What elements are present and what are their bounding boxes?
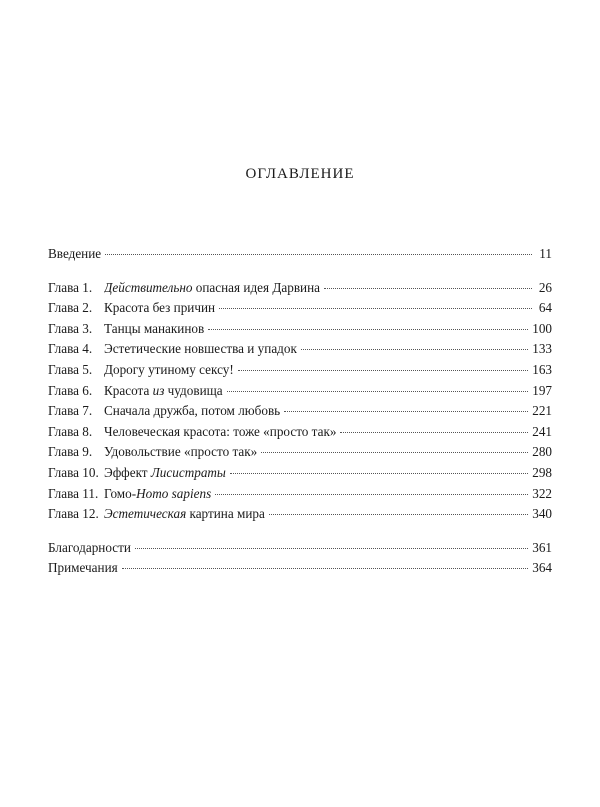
toc-chapter-label: Глава 3.	[48, 320, 93, 336]
toc-entry-title	[104, 401, 280, 422]
toc-title-part: чудовища	[164, 382, 223, 398]
toc-title-italic-part: Homo sapiens	[136, 485, 212, 501]
toc-entry[interactable]	[48, 278, 552, 299]
dot-leader	[135, 548, 528, 549]
toc-entry-title	[104, 422, 336, 443]
toc-page-number: 241	[532, 423, 552, 439]
toc-title-part: Примечания	[48, 560, 118, 576]
toc-entry-title	[48, 558, 118, 579]
toc-chapter-label: Глава 8.	[48, 423, 93, 439]
toc-entry-title	[48, 538, 131, 559]
toc-entry[interactable]	[48, 298, 552, 319]
toc-page-number: 322	[532, 485, 552, 501]
toc-title-italic-part: Лисистраты	[150, 464, 226, 480]
toc-entry-title	[104, 381, 223, 402]
toc-page-number: 163	[532, 361, 552, 377]
toc-entry-title	[104, 319, 204, 340]
toc-entry[interactable]	[48, 401, 552, 422]
toc-page-number: 361	[532, 539, 552, 555]
toc-entry[interactable]	[48, 339, 552, 360]
toc-entry[interactable]	[48, 463, 552, 484]
dot-leader	[219, 308, 532, 309]
toc-title-part: Дорогу утиному сексу!	[104, 361, 234, 377]
toc-entry-title	[104, 339, 297, 360]
toc-title-part: Эстетические новшества и упадок	[104, 341, 297, 357]
dot-leader	[215, 494, 528, 495]
toc-title-part: Удовольствие «просто так»	[104, 444, 258, 460]
dot-leader	[284, 411, 528, 412]
toc-page-number: 197	[532, 382, 552, 398]
toc-page-number: 64	[538, 300, 552, 316]
dot-leader	[208, 329, 528, 330]
toc-entry-title	[104, 484, 211, 505]
toc-title-italic-part: Эстетическая	[104, 506, 187, 522]
dot-leader	[238, 370, 528, 371]
toc-title-part: картина мира	[186, 506, 265, 522]
toc-chapter-label: Глава 11.	[48, 485, 99, 501]
toc-entry[interactable]	[48, 538, 552, 559]
toc-title-part: Гомо-	[104, 485, 137, 501]
toc-page-number: 340	[532, 506, 552, 522]
dot-leader	[122, 568, 529, 569]
toc-chapter-label: Глава 5.	[48, 361, 93, 377]
toc-title-part: Человеческая красота: тоже «просто так»	[104, 423, 337, 439]
toc-entry-title	[48, 244, 101, 265]
toc-chapter-label: Глава 7.	[48, 403, 93, 419]
toc-chapter-label: Глава 9.	[48, 444, 93, 460]
toc-chapter-label: Глава 6.	[48, 382, 93, 398]
toc-entry[interactable]	[48, 504, 552, 525]
toc-entry-title	[104, 504, 265, 525]
page-title: оглавление	[245, 158, 355, 183]
toc-chapter-label: Глава 10.	[48, 464, 99, 480]
toc-entry[interactable]	[48, 484, 552, 505]
dot-leader	[340, 432, 528, 433]
toc-title-part: Танцы манакинов	[104, 320, 205, 336]
toc-entry-title	[104, 360, 234, 381]
toc-entry[interactable]	[48, 360, 552, 381]
toc-entry[interactable]	[48, 244, 552, 265]
toc-title-part: опасная идея Дарвина	[192, 279, 321, 295]
dot-leader	[301, 349, 528, 350]
toc-page-number: 221	[532, 403, 552, 419]
toc-title-part: Красота	[104, 382, 153, 398]
toc-chapter-label: Глава 4.	[48, 341, 93, 357]
toc-title-part: Красота без причин	[104, 300, 216, 316]
toc-page-number: 26	[538, 279, 552, 295]
toc-page-number: 298	[532, 464, 552, 480]
dot-leader	[269, 514, 528, 515]
dot-leader	[230, 473, 528, 474]
toc-page-number: 280	[532, 444, 552, 460]
toc-title-part: Благодарности	[48, 539, 131, 555]
toc-title-part: Сначала дружба, потом любовь	[104, 403, 281, 419]
toc-title-italic-part: Действительно	[104, 279, 193, 295]
dot-leader	[324, 288, 532, 289]
toc-entry[interactable]	[48, 558, 552, 579]
toc-page-number: 11	[539, 246, 552, 261]
toc-title-part: Эффект	[104, 464, 151, 480]
toc-entry[interactable]	[48, 381, 552, 402]
toc-page-number: 133	[532, 341, 552, 357]
toc-entry[interactable]	[48, 442, 552, 463]
toc-entry-title	[104, 278, 320, 299]
toc-chapter-label: Глава 12.	[48, 506, 99, 522]
dot-leader	[227, 391, 529, 392]
toc-entry-title	[104, 298, 215, 319]
dot-leader	[261, 452, 528, 453]
toc-entry-title	[104, 442, 257, 463]
toc-title-italic-part: из	[152, 382, 165, 398]
toc-title-part: Введение	[48, 246, 102, 261]
toc-chapter-label: Глава 2.	[48, 300, 93, 316]
toc-page-number: 364	[532, 560, 552, 576]
table-of-contents	[48, 244, 552, 579]
toc-entry[interactable]	[48, 319, 552, 340]
dot-leader	[105, 254, 532, 255]
toc-entry[interactable]	[48, 422, 552, 443]
toc-page-number: 100	[532, 320, 552, 336]
toc-entry-title	[104, 463, 226, 484]
toc-chapter-label: Глава 1.	[48, 279, 93, 295]
